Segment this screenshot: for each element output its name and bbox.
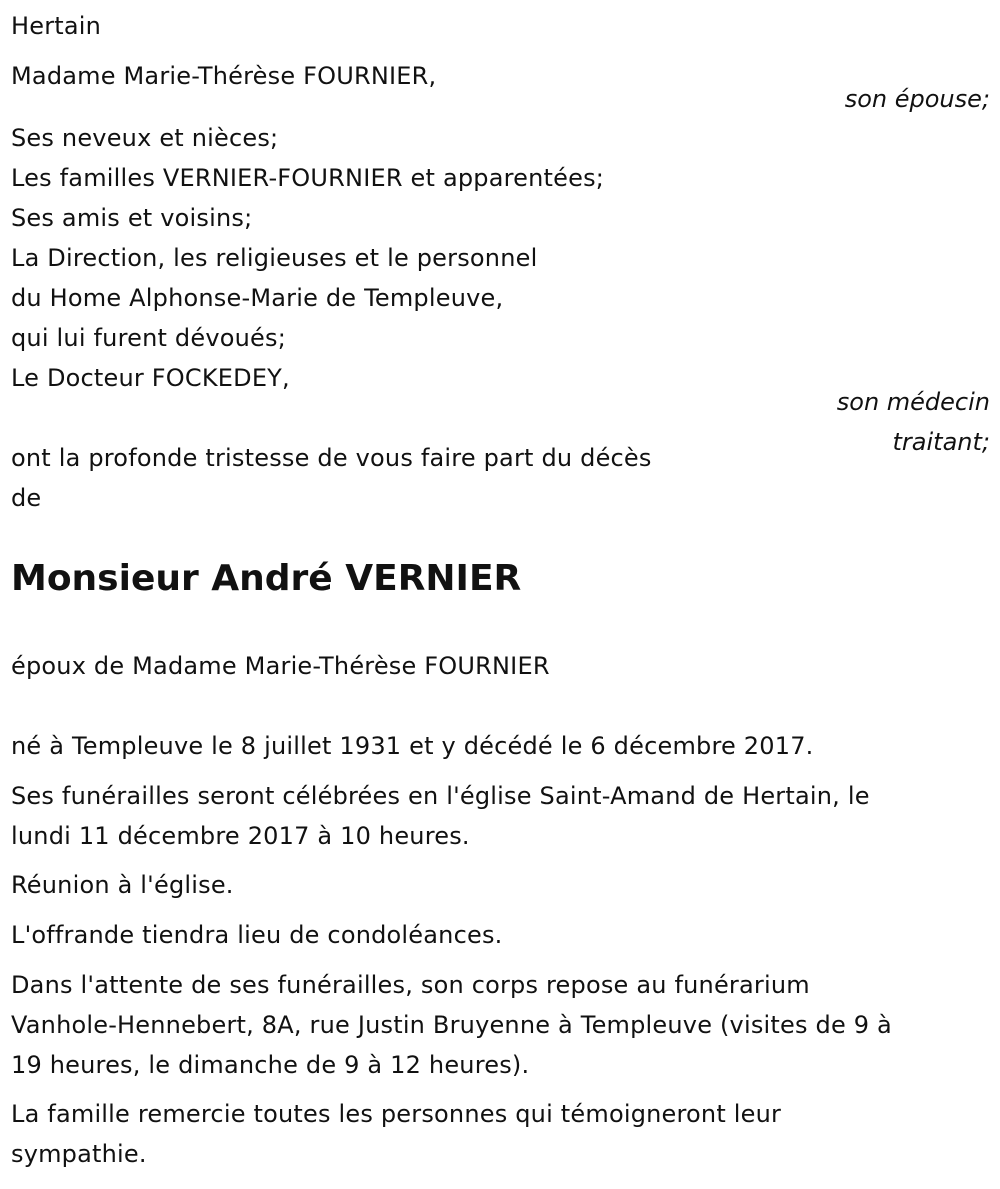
spouse-of-line: époux de Madame Marie-Thérèse FOURNIER	[11, 652, 550, 680]
funeral-line: lundi 11 décembre 2017 à 10 heures.	[11, 822, 470, 850]
family-line: La Direction, les religieuses et le personnel	[11, 244, 538, 272]
spouse-name: Madame Marie-Thérèse FOURNIER,	[11, 62, 437, 90]
place-name: Hertain	[11, 12, 102, 40]
meeting-line: Réunion à l'église.	[11, 871, 234, 899]
family-line: Ses neveux et nièces;	[11, 124, 279, 152]
family-line: Le Docteur FOCKEDEY,	[11, 364, 290, 392]
rest-line: 19 heures, le dimanche de 9 à 12 heures).	[11, 1051, 530, 1079]
spouse-role: son épouse;	[844, 85, 990, 113]
announcement-line: de	[11, 484, 42, 512]
family-line: du Home Alphonse-Marie de Templeuve,	[11, 284, 504, 312]
doctor-role-line: traitant;	[892, 428, 990, 456]
thanks-line: sympathie.	[11, 1140, 147, 1168]
family-line: Ses amis et voisins;	[11, 204, 253, 232]
thanks-line: La famille remercie toutes les personnes qui témoigneront leur	[11, 1100, 782, 1128]
rest-line: Dans l'attente de ses funérailles, son corps repose au funérarium	[11, 971, 810, 999]
family-line: Les familles VERNIER-FOURNIER et apparentées;	[11, 164, 605, 192]
family-line: qui lui furent dévoués;	[11, 324, 286, 352]
deceased-name: Monsieur André VERNIER	[11, 558, 522, 599]
rest-line: Vanhole-Hennebert, 8A, rue Justin Bruyenne à Templeuve (visites de 9 à	[11, 1011, 892, 1039]
funeral-line: Ses funérailles seront célébrées en l'église Saint-Amand de Hertain, le	[11, 782, 870, 810]
doctor-role-line: son médecin	[836, 388, 990, 416]
announcement-line: ont la profonde tristesse de vous faire part du décès	[11, 444, 652, 472]
offering-line: L'offrande tiendra lieu de condoléances.	[11, 921, 503, 949]
birth-death-line: né à Templeuve le 8 juillet 1931 et y décédé le 6 décembre 2017.	[11, 732, 814, 760]
